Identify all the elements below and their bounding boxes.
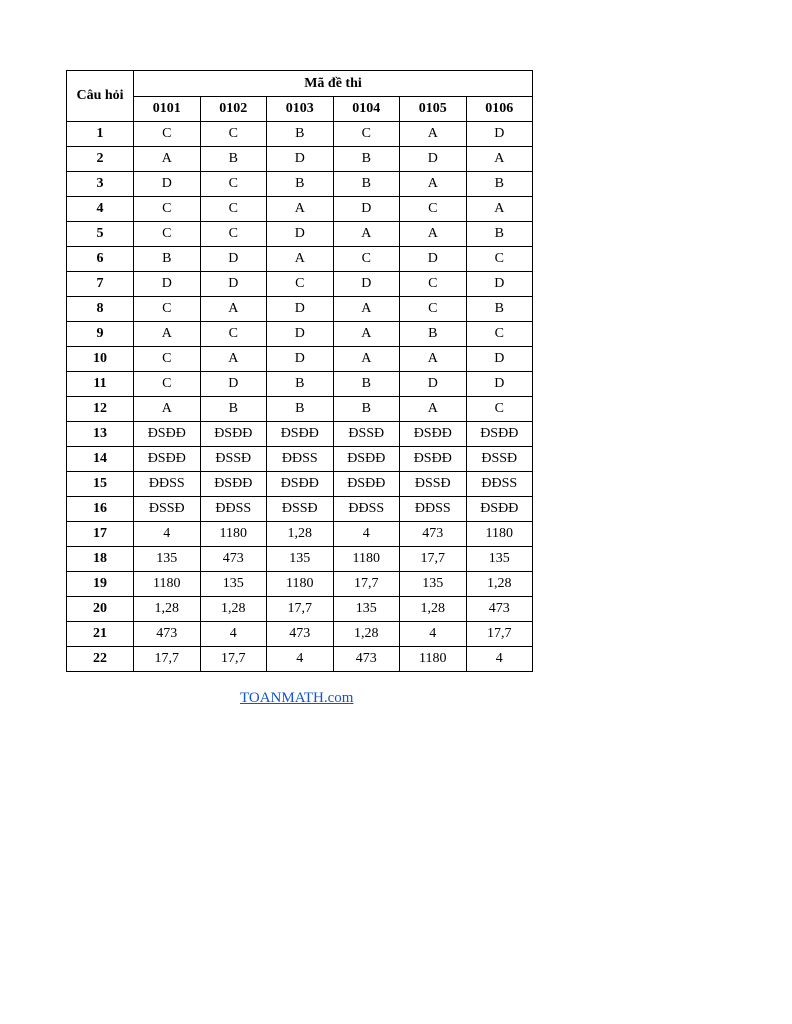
answer-cell: 17,7 [267, 597, 334, 622]
table-row [67, 297, 533, 322]
answer-cell: D [267, 347, 334, 372]
answer-cell: B [466, 222, 533, 247]
question-number: 20 [67, 597, 134, 622]
answer-cell: 17,7 [466, 622, 533, 647]
exam-code-header: 0101 [134, 97, 201, 122]
answer-cell: 4 [333, 522, 400, 547]
answer-cell: D [200, 247, 267, 272]
answer-cell: B [333, 397, 400, 422]
answer-cell: B [267, 397, 334, 422]
answer-cell: D [200, 272, 267, 297]
answer-cell: 17,7 [333, 572, 400, 597]
answer-cell: C [134, 347, 201, 372]
table-row [67, 447, 533, 472]
answer-cell: ĐSĐĐ [200, 422, 267, 447]
answer-cell: 17,7 [134, 647, 201, 672]
exam-code-header: 0106 [466, 97, 533, 122]
answer-cell: B [134, 247, 201, 272]
question-number: 12 [67, 397, 134, 422]
answer-cell: D [333, 197, 400, 222]
answer-key-table [66, 70, 533, 672]
answer-cell: D [466, 122, 533, 147]
answer-cell: C [200, 197, 267, 222]
question-number: 14 [67, 447, 134, 472]
answer-cell: C [466, 247, 533, 272]
answer-cell: A [400, 122, 467, 147]
answer-cell: A [466, 147, 533, 172]
answer-cell: 135 [466, 547, 533, 572]
answer-cell: 4 [200, 622, 267, 647]
answer-cell: D [267, 297, 334, 322]
table-row [67, 247, 533, 272]
question-number: 15 [67, 472, 134, 497]
answer-cell: A [134, 147, 201, 172]
answer-cell: A [267, 197, 334, 222]
answer-cell: C [134, 297, 201, 322]
answer-cell: ĐSĐĐ [200, 472, 267, 497]
answer-cell: A [134, 397, 201, 422]
answer-cell: 1180 [400, 647, 467, 672]
answer-cell: D [466, 372, 533, 397]
answer-cell: ĐĐSS [267, 447, 334, 472]
answer-cell: 135 [267, 547, 334, 572]
question-number: 10 [67, 347, 134, 372]
answer-cell: ĐSĐĐ [134, 422, 201, 447]
answer-cell: 473 [400, 522, 467, 547]
answer-cell: 1,28 [200, 597, 267, 622]
table-row [67, 347, 533, 372]
answer-cell: 1180 [200, 522, 267, 547]
answer-cell: A [267, 247, 334, 272]
answer-cell: 1,28 [333, 622, 400, 647]
table-row [67, 647, 533, 672]
answer-cell: ĐSĐĐ [333, 472, 400, 497]
answer-cell: ĐĐSS [466, 472, 533, 497]
answer-cell: D [400, 372, 467, 397]
answer-cell: A [400, 222, 467, 247]
answer-cell: B [466, 172, 533, 197]
answer-cell: C [333, 122, 400, 147]
answer-cell: D [400, 247, 467, 272]
answer-cell: ĐSSĐ [267, 497, 334, 522]
answer-cell: D [267, 322, 334, 347]
answer-cell: C [466, 322, 533, 347]
answer-cell: ĐĐSS [200, 497, 267, 522]
answer-cell: B [267, 122, 334, 147]
exam-code-group-header: Mã đề thi [134, 71, 533, 97]
answer-cell: 135 [134, 547, 201, 572]
answer-cell: ĐSĐĐ [400, 447, 467, 472]
table-row [67, 572, 533, 597]
answer-cell: 1180 [333, 547, 400, 572]
answer-cell: A [333, 347, 400, 372]
answer-cell: A [200, 347, 267, 372]
answer-cell: 1,28 [466, 572, 533, 597]
table-body [67, 122, 533, 672]
answer-cell: 1,28 [400, 597, 467, 622]
question-number: 2 [67, 147, 134, 172]
answer-cell: B [400, 322, 467, 347]
answer-cell: 135 [200, 572, 267, 597]
table-row [67, 322, 533, 347]
table-header [67, 71, 533, 122]
question-number: 19 [67, 572, 134, 597]
exam-code-header: 0103 [267, 97, 334, 122]
answer-cell: D [400, 147, 467, 172]
exam-code-header: 0104 [333, 97, 400, 122]
question-number: 1 [67, 122, 134, 147]
toanmath-link[interactable]: TOANMATH.com [240, 690, 354, 706]
answer-cell: C [400, 272, 467, 297]
question-number: 8 [67, 297, 134, 322]
answer-cell: D [333, 272, 400, 297]
answer-cell: ĐSSĐ [333, 422, 400, 447]
question-number: 22 [67, 647, 134, 672]
table-row [67, 172, 533, 197]
answer-cell: ĐSĐĐ [333, 447, 400, 472]
answer-cell: C [267, 272, 334, 297]
answer-cell: C [466, 397, 533, 422]
question-number: 4 [67, 197, 134, 222]
answer-cell: C [134, 122, 201, 147]
answer-cell: C [333, 247, 400, 272]
answer-cell: ĐSĐĐ [267, 422, 334, 447]
answer-cell: 4 [400, 622, 467, 647]
table-row [67, 222, 533, 247]
question-number: 6 [67, 247, 134, 272]
table-row [67, 597, 533, 622]
exam-code-header: 0102 [200, 97, 267, 122]
answer-cell: A [400, 172, 467, 197]
answer-cell: ĐĐSS [400, 497, 467, 522]
answer-cell: 135 [333, 597, 400, 622]
answer-cell: ĐĐSS [134, 472, 201, 497]
answer-cell: 1180 [267, 572, 334, 597]
answer-cell: ĐSSĐ [400, 472, 467, 497]
answer-cell: A [400, 397, 467, 422]
exam-code-header: 0105 [400, 97, 467, 122]
question-number: 13 [67, 422, 134, 447]
answer-cell: 4 [134, 522, 201, 547]
answer-cell: A [466, 197, 533, 222]
question-column-header: Câu hỏi [67, 71, 134, 122]
answer-cell: B [200, 147, 267, 172]
table-row [67, 372, 533, 397]
answer-cell: D [466, 347, 533, 372]
table-row [67, 472, 533, 497]
answer-cell: ĐSĐĐ [267, 472, 334, 497]
answer-cell: B [200, 397, 267, 422]
answer-cell: C [400, 297, 467, 322]
answer-cell: 17,7 [200, 647, 267, 672]
table-row [67, 147, 533, 172]
question-number: 9 [67, 322, 134, 347]
answer-cell: C [200, 122, 267, 147]
question-number: 3 [67, 172, 134, 197]
answer-cell: B [466, 297, 533, 322]
question-number: 21 [67, 622, 134, 647]
answer-cell: D [466, 272, 533, 297]
exam-codes-row [67, 97, 533, 122]
answer-cell: C [400, 197, 467, 222]
table-row [67, 122, 533, 147]
table-row [67, 522, 533, 547]
answer-cell: 135 [400, 572, 467, 597]
table-row [67, 422, 533, 447]
question-number: 5 [67, 222, 134, 247]
answer-cell: ĐSSĐ [200, 447, 267, 472]
answer-cell: ĐSĐĐ [466, 422, 533, 447]
answer-cell: 473 [134, 622, 201, 647]
answer-cell: 17,7 [400, 547, 467, 572]
answer-cell: C [134, 372, 201, 397]
answer-cell: B [267, 372, 334, 397]
answer-cell: C [200, 222, 267, 247]
answer-cell: B [333, 172, 400, 197]
answer-cell: ĐSSĐ [466, 447, 533, 472]
header-row-group [67, 71, 533, 97]
answer-cell: B [333, 372, 400, 397]
answer-cell: A [400, 347, 467, 372]
answer-cell: 4 [466, 647, 533, 672]
answer-cell: 1180 [466, 522, 533, 547]
answer-cell: D [267, 147, 334, 172]
answer-cell: ĐSĐĐ [134, 447, 201, 472]
answer-cell: B [267, 172, 334, 197]
answer-cell: D [267, 222, 334, 247]
answer-cell: D [134, 272, 201, 297]
answer-cell: B [333, 147, 400, 172]
answer-cell: C [134, 222, 201, 247]
answer-cell: 1180 [134, 572, 201, 597]
answer-cell: ĐĐSS [333, 497, 400, 522]
answer-cell: 473 [267, 622, 334, 647]
question-number: 18 [67, 547, 134, 572]
answer-cell: A [333, 322, 400, 347]
table-row [67, 397, 533, 422]
answer-cell: D [134, 172, 201, 197]
answer-cell: 1,28 [267, 522, 334, 547]
answer-cell: 1,28 [134, 597, 201, 622]
answer-cell: 473 [333, 647, 400, 672]
answer-cell: ĐSSĐ [134, 497, 201, 522]
answer-cell: C [200, 172, 267, 197]
answer-cell: C [134, 197, 201, 222]
table-row [67, 272, 533, 297]
answer-cell: A [333, 222, 400, 247]
table-row [67, 197, 533, 222]
answer-cell: D [200, 372, 267, 397]
answer-cell: A [134, 322, 201, 347]
answer-cell: 4 [267, 647, 334, 672]
answer-cell: ĐSĐĐ [466, 497, 533, 522]
question-number: 17 [67, 522, 134, 547]
answer-cell: C [200, 322, 267, 347]
question-number: 16 [67, 497, 134, 522]
table-row [67, 622, 533, 647]
table-row [67, 497, 533, 522]
answer-cell: 473 [200, 547, 267, 572]
table-row [67, 547, 533, 572]
answer-cell: A [200, 297, 267, 322]
answer-cell: 473 [466, 597, 533, 622]
answer-cell: A [333, 297, 400, 322]
answer-cell: ĐSĐĐ [400, 422, 467, 447]
question-number: 11 [67, 372, 134, 397]
question-number: 7 [67, 272, 134, 297]
